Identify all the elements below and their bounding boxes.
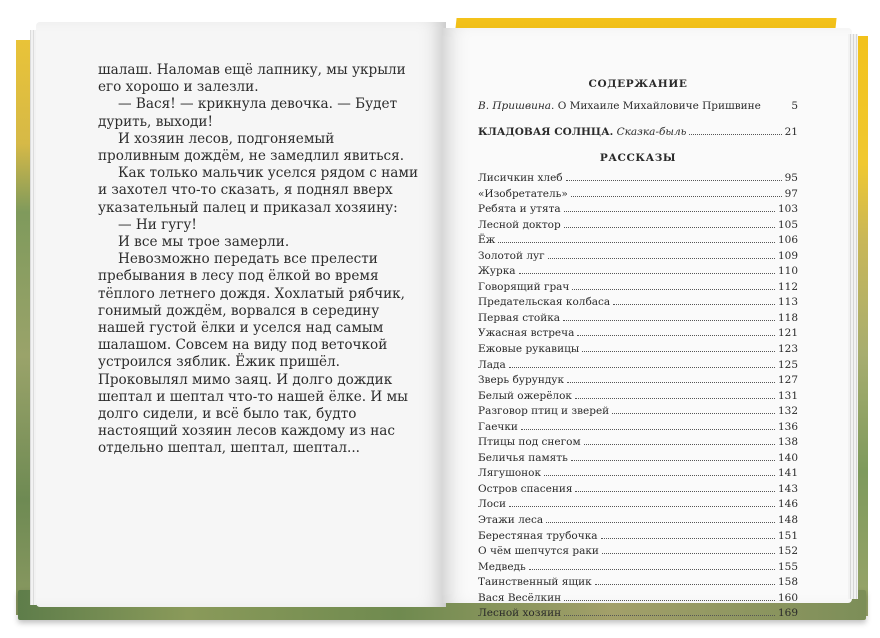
toc-entry-page: 113 [777,296,798,309]
toc-entry-title: Лесной хозяин [478,607,562,620]
toc-entry-page: 155 [777,560,798,573]
leader-dots [546,522,775,523]
toc-entry-title: Зверь бурундук [478,374,565,387]
toc-intro-author: В. Пришвина. [478,100,555,112]
toc-intro-entry [478,100,798,118]
toc-entry [478,498,798,514]
leader-dots [602,553,775,554]
toc-entry [478,592,798,608]
toc-entry-title: Ёж [478,234,496,247]
toc-entry-title: Лягушонок [478,467,542,480]
toc-entry-title: Ежовые рукавицы [478,343,580,356]
toc-entry [478,312,798,328]
toc-entry-page: 141 [777,467,798,480]
table-of-contents [478,72,798,623]
toc-entry-page: 103 [777,203,798,216]
toc-main-subtitle: Сказка-быль [613,126,687,138]
toc-entry-title: Лада [478,358,506,371]
toc-entry-title: Лоси [478,498,506,511]
paragraph: И хозяин лесов, подгоняемый проливным дождём, не замедлил явиться. [98,130,405,165]
leader-dots [575,398,775,399]
toc-entry-title: Беличья память [478,451,568,464]
toc-entry-title: Белый ожерёлок [478,389,572,402]
toc-entry-page: 146 [777,498,798,511]
leader-dots [521,429,775,430]
toc-entry-title: Птицы под снегом [478,436,581,449]
toc-entry-title: Золотой луг [478,249,545,262]
toc-entry [478,296,798,312]
toc-entry-title: Разговор птиц и зверей [478,405,610,418]
toc-entry-page: 95 [784,172,798,184]
leader-dots [564,227,775,228]
toc-entry [478,374,798,390]
toc-entry [478,436,798,452]
left-page-text [98,62,420,458]
toc-entry-page: 138 [777,436,798,449]
toc-entry-page: 169 [777,607,798,620]
paragraph: — Ни гугу! [118,216,197,233]
toc-entry-page: 127 [777,374,798,387]
leader-dots [529,569,775,570]
toc-intro-page: 5 [791,100,798,112]
toc-entry-page: 148 [777,514,798,527]
leader-dots [689,134,781,135]
toc-entry [478,545,798,561]
toc-entry-title: Говорящий грач [478,280,570,293]
toc-entry-page: 160 [777,591,798,604]
toc-entry-page: 105 [777,218,798,231]
paragraph: шалаш. Наломав ещё лапнику, мы укрыли его хорошо и залезли. [98,62,406,96]
toc-entry [478,327,798,343]
toc-entry [478,514,798,530]
paragraph: Невозможно передать все прелести пребывания в лесу под ёлкой во время тёплого летнего дождя. Хохлатый рябчик, гонимый дождём, ворвался в середину нашей густой ёлки и уселся над самым шалашом. Совсем на виду под веточкой устроился зяблик. Ёжик пришёл. Проковылял мимо заяц. И долго дождик шептал и шептал что-то нашей ёлке. И мы долго сидели, и всё было так, будто настоящий хозяин лесов каждому из нас отдельно шептал, шептал, шептал... [98,251,409,457]
toc-entry [478,343,798,359]
leader-dots [564,615,775,616]
toc-entry [478,390,798,406]
toc-entry [478,561,798,577]
leader-dots [571,196,782,197]
toc-entry-title: Ребята и утята [478,203,561,216]
leader-dots [564,600,775,601]
toc-intro-title: О Михаиле Михайловиче Пришвине [554,100,761,112]
toc-entry-page: 118 [777,311,798,324]
toc-entry-page: 109 [777,249,798,262]
paragraph: И все мы трое замерли. [118,234,290,251]
toc-main-title: КЛАДОВАЯ СОЛНЦА. [478,126,614,138]
toc-entry-page: 132 [777,405,798,418]
toc-entry-title: Таинственный ящик [478,576,592,589]
toc-entry-title: Предательская колбаса [478,296,611,309]
toc-entry-page: 97 [784,187,798,200]
toc-entry [478,281,798,297]
toc-entry-page: 143 [777,482,798,495]
leader-dots [577,335,775,336]
toc-entry-title: Лесной доктор [478,218,561,231]
paragraph: — Вася! — крикнула девочка. — Будет дурить, выходи! [98,96,398,130]
toc-entry [478,452,798,468]
leader-dots [509,367,775,368]
leader-dots [563,320,775,321]
toc-entry-page: 151 [777,529,798,542]
toc-entry-title: Гаечки [478,420,518,433]
toc-entry-page: 112 [777,280,798,293]
leader-dots [566,180,782,181]
toc-entry-title: Этажи леса [478,514,544,527]
toc-entry [478,421,798,437]
toc-entry [478,234,798,250]
toc-entry-title: Вася Весёлкин [478,591,562,604]
toc-entry-title: О чём шепчутся раки [478,545,599,558]
leader-dots [548,258,775,259]
toc-entry-page: 158 [777,576,798,589]
toc-entry [478,203,798,219]
toc-entry [478,359,798,375]
toc-main-page: 21 [784,126,798,138]
leader-dots [544,475,775,476]
toc-entry-page: 136 [777,420,798,433]
toc-entry-title: Лисичкин хлеб [478,172,563,184]
right-page-edges [848,34,858,599]
toc-entry-title: Первая стойка [478,311,561,324]
toc-entry [478,467,798,483]
leader-dots [564,211,775,212]
leader-dots [612,413,775,414]
toc-entry [478,576,798,592]
toc-entry-title: Остров спасения [478,482,573,495]
leader-dots [613,304,775,305]
toc-entry-page: 106 [777,234,798,247]
toc-entry-title: Журка [478,265,516,278]
leader-dots [571,460,775,461]
toc-entry [478,265,798,281]
leader-dots [582,351,775,352]
toc-entry [478,607,798,623]
toc-entry-title: «Изобретатель» [478,187,568,200]
toc-story-list [478,172,798,623]
toc-main-entry [478,126,798,144]
toc-entry-page: 125 [777,358,798,371]
toc-entry [478,405,798,421]
leader-dots [584,444,775,445]
toc-entry-title: Берестяная трубочка [478,529,598,542]
toc-entry [478,483,798,499]
toc-entry [478,219,798,235]
leader-dots [567,382,775,383]
toc-entry-title: Медведь [478,560,526,573]
leader-dots [498,242,775,243]
toc-entry-page: 110 [777,265,798,278]
toc-entry-page: 121 [777,327,798,340]
toc-entry-title: Ужасная встреча [478,327,575,340]
toc-entry-page: 131 [777,389,798,402]
leader-dots [575,491,775,492]
toc-entry [478,188,798,204]
toc-entry-page: 140 [777,451,798,464]
leader-dots [572,289,775,290]
toc-entry [478,172,798,188]
paragraph: Как только мальчик уселся рядом с нами и захотел что-то сказать, я поднял вверх указательный палец и приказал хозяину: [98,165,419,216]
leader-dots [509,506,775,507]
leader-dots [601,538,775,539]
toc-entry [478,530,798,546]
toc-entry-page: 152 [777,545,798,558]
toc-entry [478,250,798,266]
leader-dots [519,273,775,274]
toc-entry-page: 123 [777,343,798,356]
toc-section-heading: РАССКАЗЫ [599,152,677,164]
leader-dots [595,584,775,585]
toc-title: СОДЕРЖАНИЕ [588,78,688,90]
